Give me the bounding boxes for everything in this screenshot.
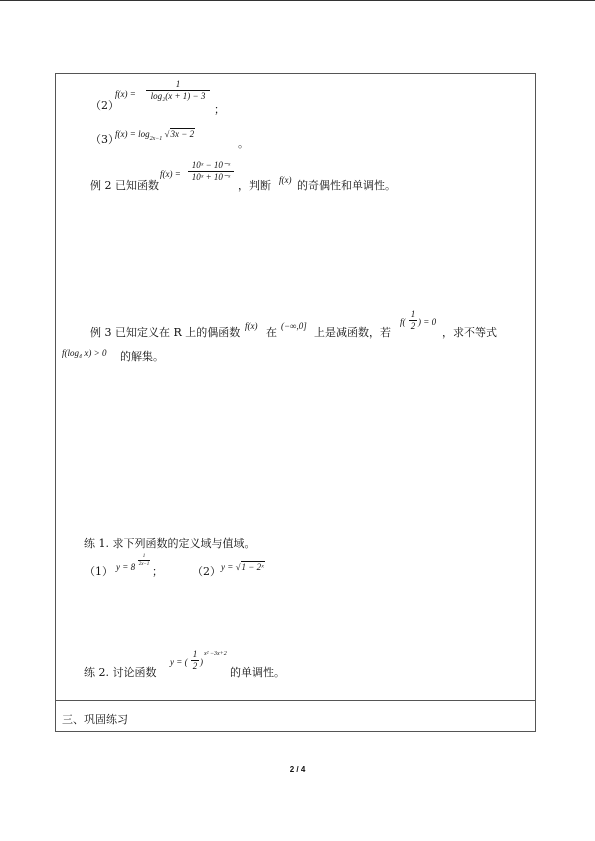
exercise1-title: 练 1. 求下列函数的定义域与值域。 [84,537,256,550]
exercise1-part1-expr: y = 8 [116,562,136,572]
example2-fraction [188,161,234,182]
exercise1-part2-lhs: y = [221,562,234,572]
exercise1-part1-exp-den: 2x−1 [138,562,150,567]
sqrt-icon: √ [164,129,170,139]
exercise1-part1-end: ； [152,565,163,578]
example3-inequality-suffix: 的解集。 [120,350,164,363]
example3-suffix: ，求不等式 [442,326,497,339]
example3-prefix: 例 3 已知定义在 R 上的偶函数 [90,326,241,339]
example3-half-denominator: 2 [410,321,416,331]
exercise2-half-numerator: 1 [192,649,198,659]
page-number: 2 / 4 [289,765,306,774]
example2-suffix: 的奇偶性和单调性。 [297,179,396,192]
item3-end: 。 [238,137,249,150]
example3-mid: 上是减函数，若 [314,326,391,339]
exercise2-rparen: ) [200,657,203,667]
item3-expression [115,130,195,142]
content-table [55,73,536,732]
example3-condition-tail: ) = 0 [418,317,437,327]
example3-in: 在 [266,326,277,339]
example3-inequality: f(log₄ x) > 0 [62,348,107,358]
example2-denominator: 10ˣ + 10⁻ˣ [191,172,231,182]
exercise1-part1-exp-num: 1 [142,554,146,559]
example2-prefix: 例 2 已知函数 [90,179,159,192]
example2-fx: f(x) [279,175,292,185]
section-title-consolidation: 三、巩固练习 [62,713,128,726]
exercise2-suffix: 的单调性。 [230,666,285,679]
example3-interval: (−∞,0] [281,321,307,331]
example2-mid: ，判断 [238,179,271,192]
exercise2-lhs: y = ( [170,657,188,667]
example2-lhs: f(x) = [160,169,181,179]
item2-label: （2） [90,99,119,112]
exercise1-part2-expr [221,563,265,572]
example2-numerator: 10ˣ − 10⁻ˣ [191,160,231,170]
exercise1-part2-label: （2） [192,565,221,578]
example3-half-fraction [409,310,417,331]
item2-numerator: 1 [175,79,181,89]
sqrt-icon: √ [235,562,241,572]
exercise1-part2-radicand: 1 − 2ˣ [241,562,264,572]
header-rule [0,0,595,1]
item2-lhs: f(x) = [115,89,136,99]
example3-half-numerator: 1 [410,309,416,319]
exercise2-half-fraction [191,650,199,671]
example3-condition-f: f( [400,317,406,327]
exercise2-prefix: 练 2. 讨论函数 [84,666,157,679]
item2-denominator: log₂(x + 1) − 3 [150,91,206,101]
item2-fraction [146,80,210,101]
item3-log: f(x) = log [115,129,150,139]
item3-log-base: 2x−1 [149,135,163,142]
item3-radicand: 3x − 2 [170,129,195,139]
item2-end: ； [214,103,225,116]
exercise1-part1-exponent [138,554,150,567]
exercise2-exponent: x² −3x+2 [204,651,227,657]
example3-fx: f(x) [245,321,258,331]
exercise2-half-denominator: 2 [192,661,198,671]
exercise1-part1-label: （1） [84,565,113,578]
item3-label: （3） [90,133,119,146]
table-row-divider [55,700,536,701]
